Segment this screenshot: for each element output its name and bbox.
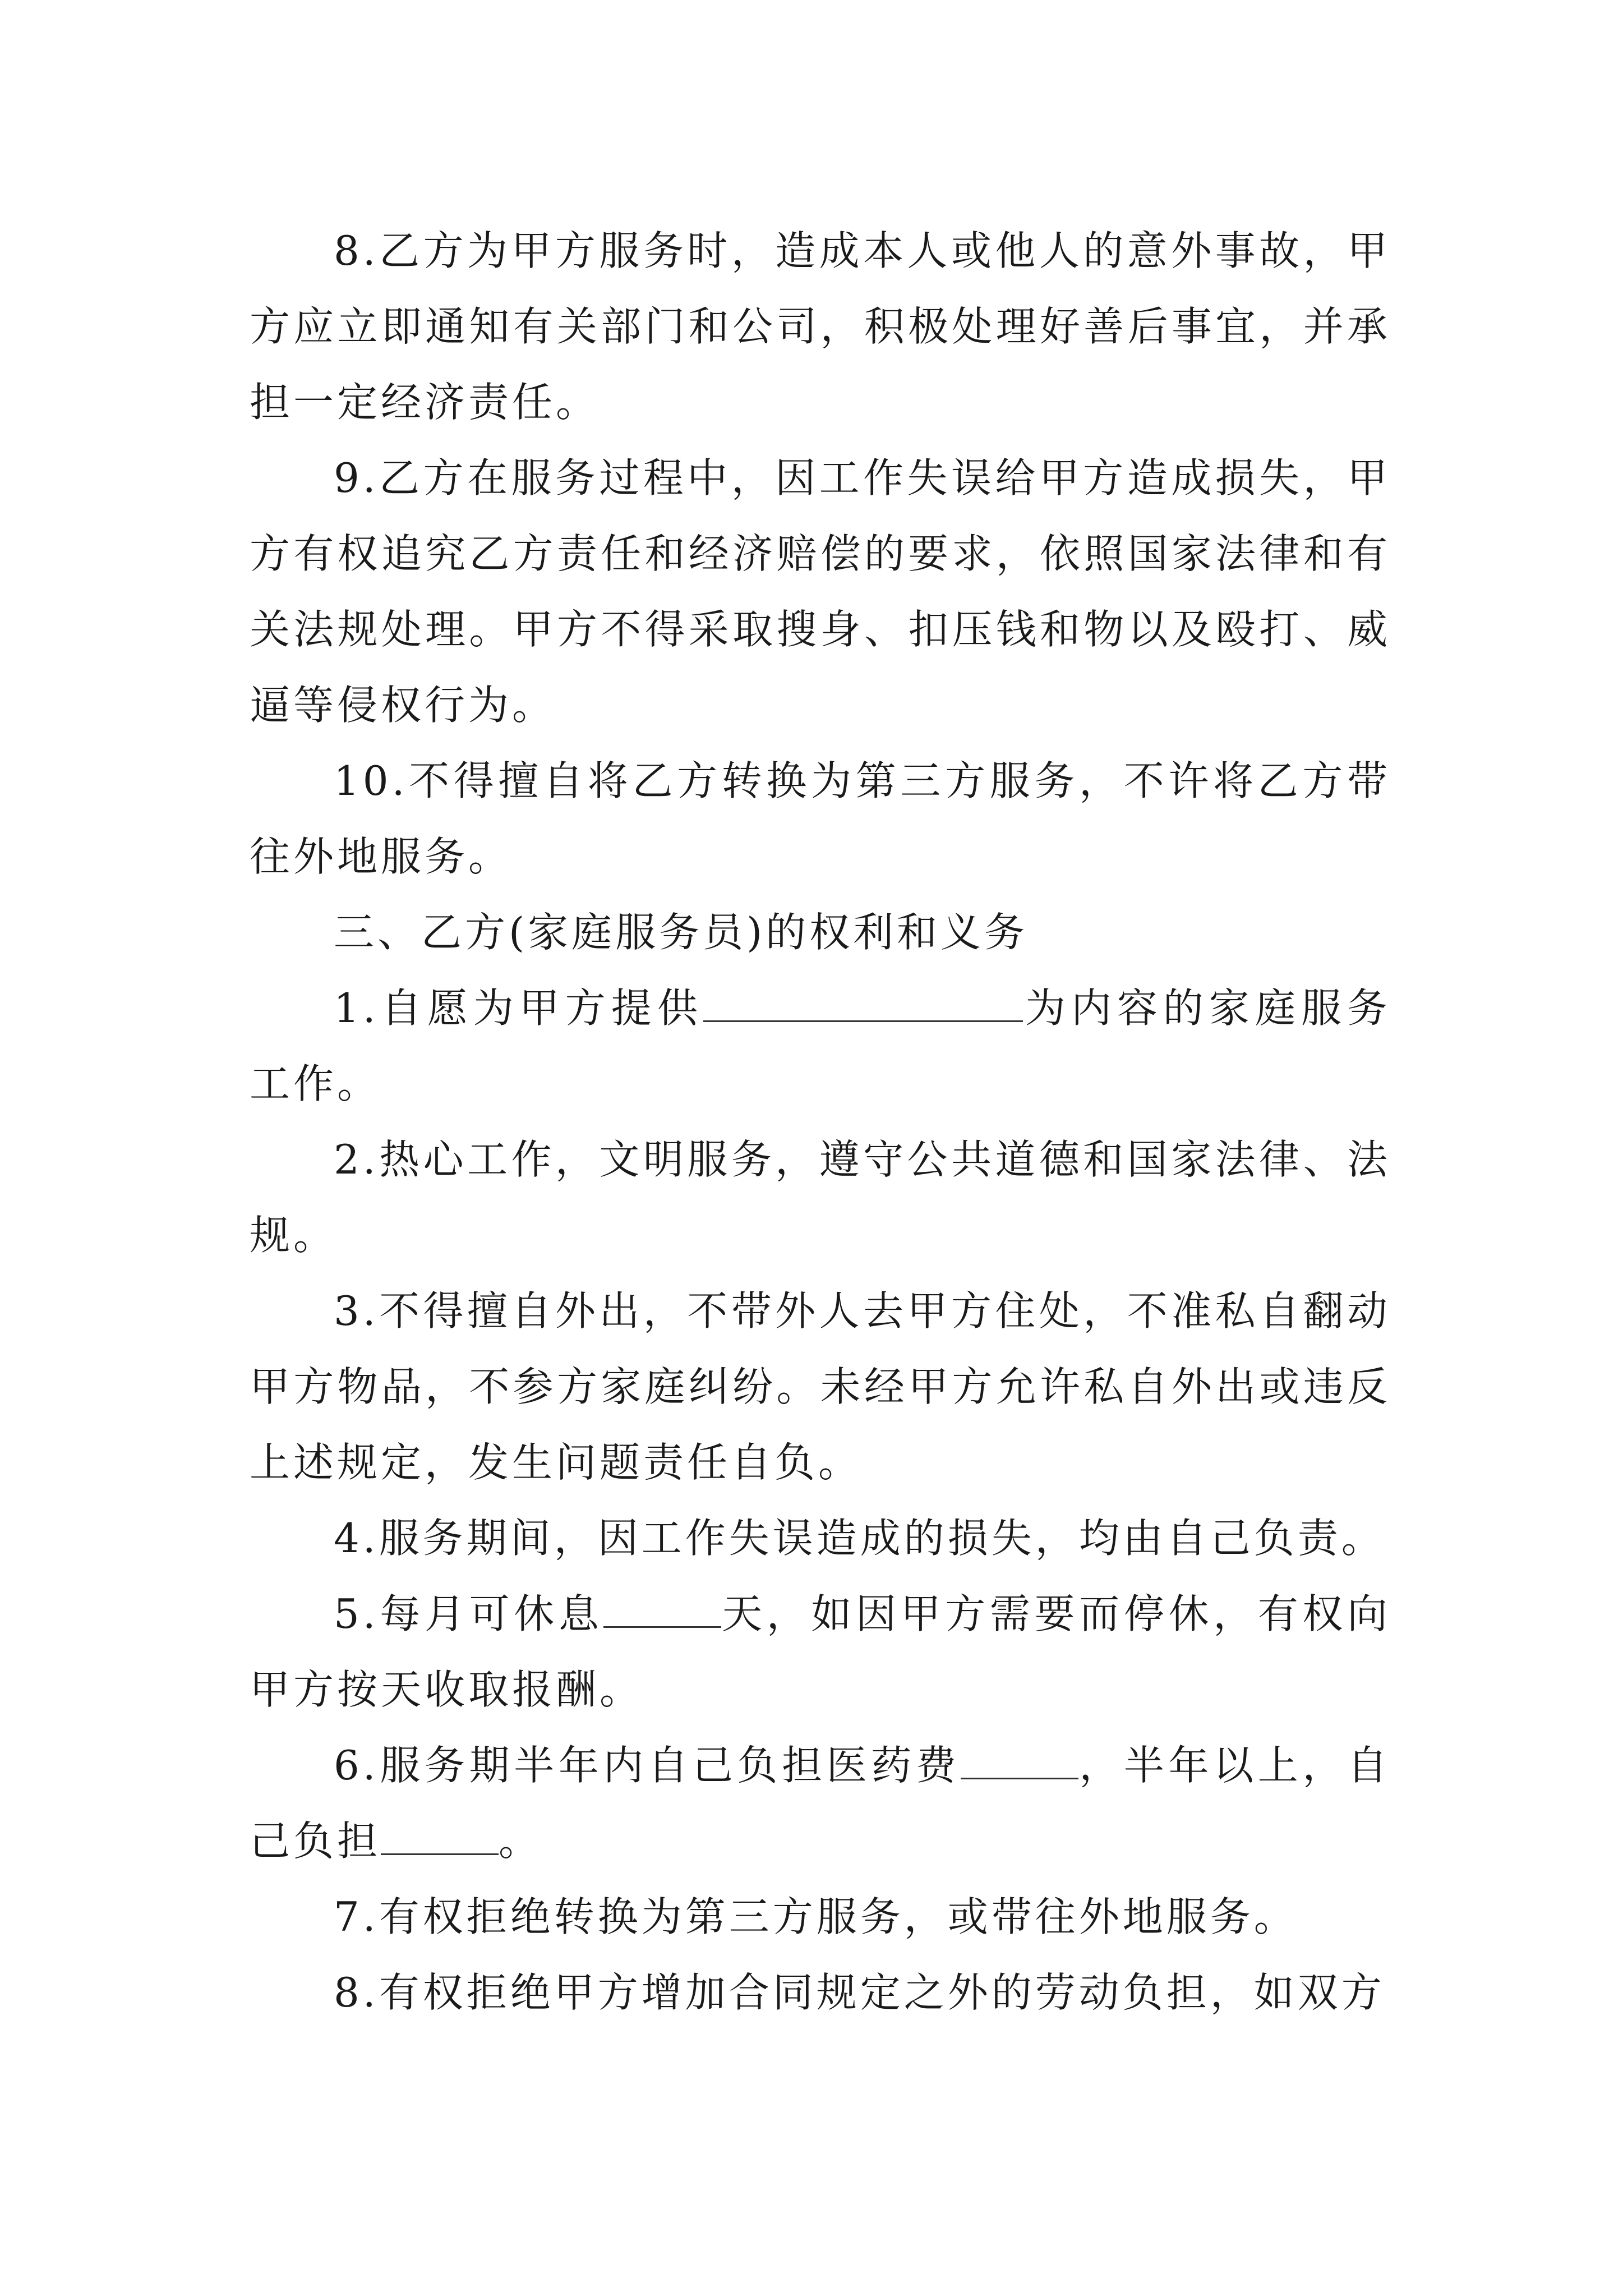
clause-6-party-b — [250, 1728, 1391, 1879]
fill-in-blank-service-content[interactable] — [703, 986, 1023, 1022]
clause-9-party-a: 9.乙方在服务过程中，因工作失误给甲方造成损失，甲方有权追究乙方责任和经济赔偿的要求，依照国家法律和有关法规处理。甲方不得采取搜身、扣压钱和物以及殴打、威逼等侵权行为。 — [250, 454, 1391, 729]
clause-3-party-b: 3.不得擅自外出，不带外人去甲方住处，不准私自翻动甲方物品，不参方家庭纠纷。未经甲方允许私自外出或违反上述规定，发生问题责任自负。 — [250, 1287, 1391, 1486]
clause-6-text-before: 6.服务期半年内自己负担医药费 — [334, 1742, 961, 1789]
clause-5-text-before: 5.每月可休息 — [334, 1590, 603, 1637]
clause-4-party-b: 4.服务期间，因工作失误造成的损失，均由自己负责。 — [334, 1515, 1385, 1562]
section-heading-party-b: 三、乙方(家庭服务员)的权利和义务 — [334, 909, 1029, 956]
clause-6-text-middle: ，半年以上，自己负担 — [250, 1742, 1391, 1865]
contract-body — [250, 213, 1391, 2031]
clause-8-party-b: 8.有权拒绝甲方增加合同规定之外的劳动负担，如双方 — [334, 1969, 1385, 2016]
clause-5-text-after: 天，如因甲方需要而停休，有权向甲方按天收取报酬。 — [250, 1590, 1391, 1713]
fill-in-blank-medical-cost-half-year[interactable] — [961, 1743, 1078, 1779]
clause-1-text-before: 1.自愿为甲方提供 — [334, 984, 703, 1032]
clause-1-text-after: 为内容的家庭服务工作。 — [250, 984, 1391, 1107]
clause-1-party-b — [250, 970, 1391, 1122]
fill-in-blank-medical-cost-over-half-year[interactable] — [381, 1819, 499, 1855]
clause-2-party-b: 2.热心工作，文明服务，遵守公共道德和国家法律、法规。 — [250, 1136, 1391, 1259]
clause-7-party-b: 7.有权拒绝转换为第三方服务，或带往外地服务。 — [334, 1893, 1298, 1940]
clause-10-party-a: 10.不得擅自将乙方转换为第三方服务，不许将乙方带往外地服务。 — [250, 757, 1391, 880]
clause-6-text-after: 。 — [499, 1818, 543, 1865]
fill-in-blank-rest-days[interactable] — [603, 1591, 721, 1628]
clause-5-party-b — [250, 1576, 1391, 1728]
clause-8-party-a: 8.乙方为甲方服务时，造成本人或他人的意外事故，甲方应立即通知有关部门和公司，积极处理好善后事宜，并承担一定经济责任。 — [250, 227, 1391, 426]
